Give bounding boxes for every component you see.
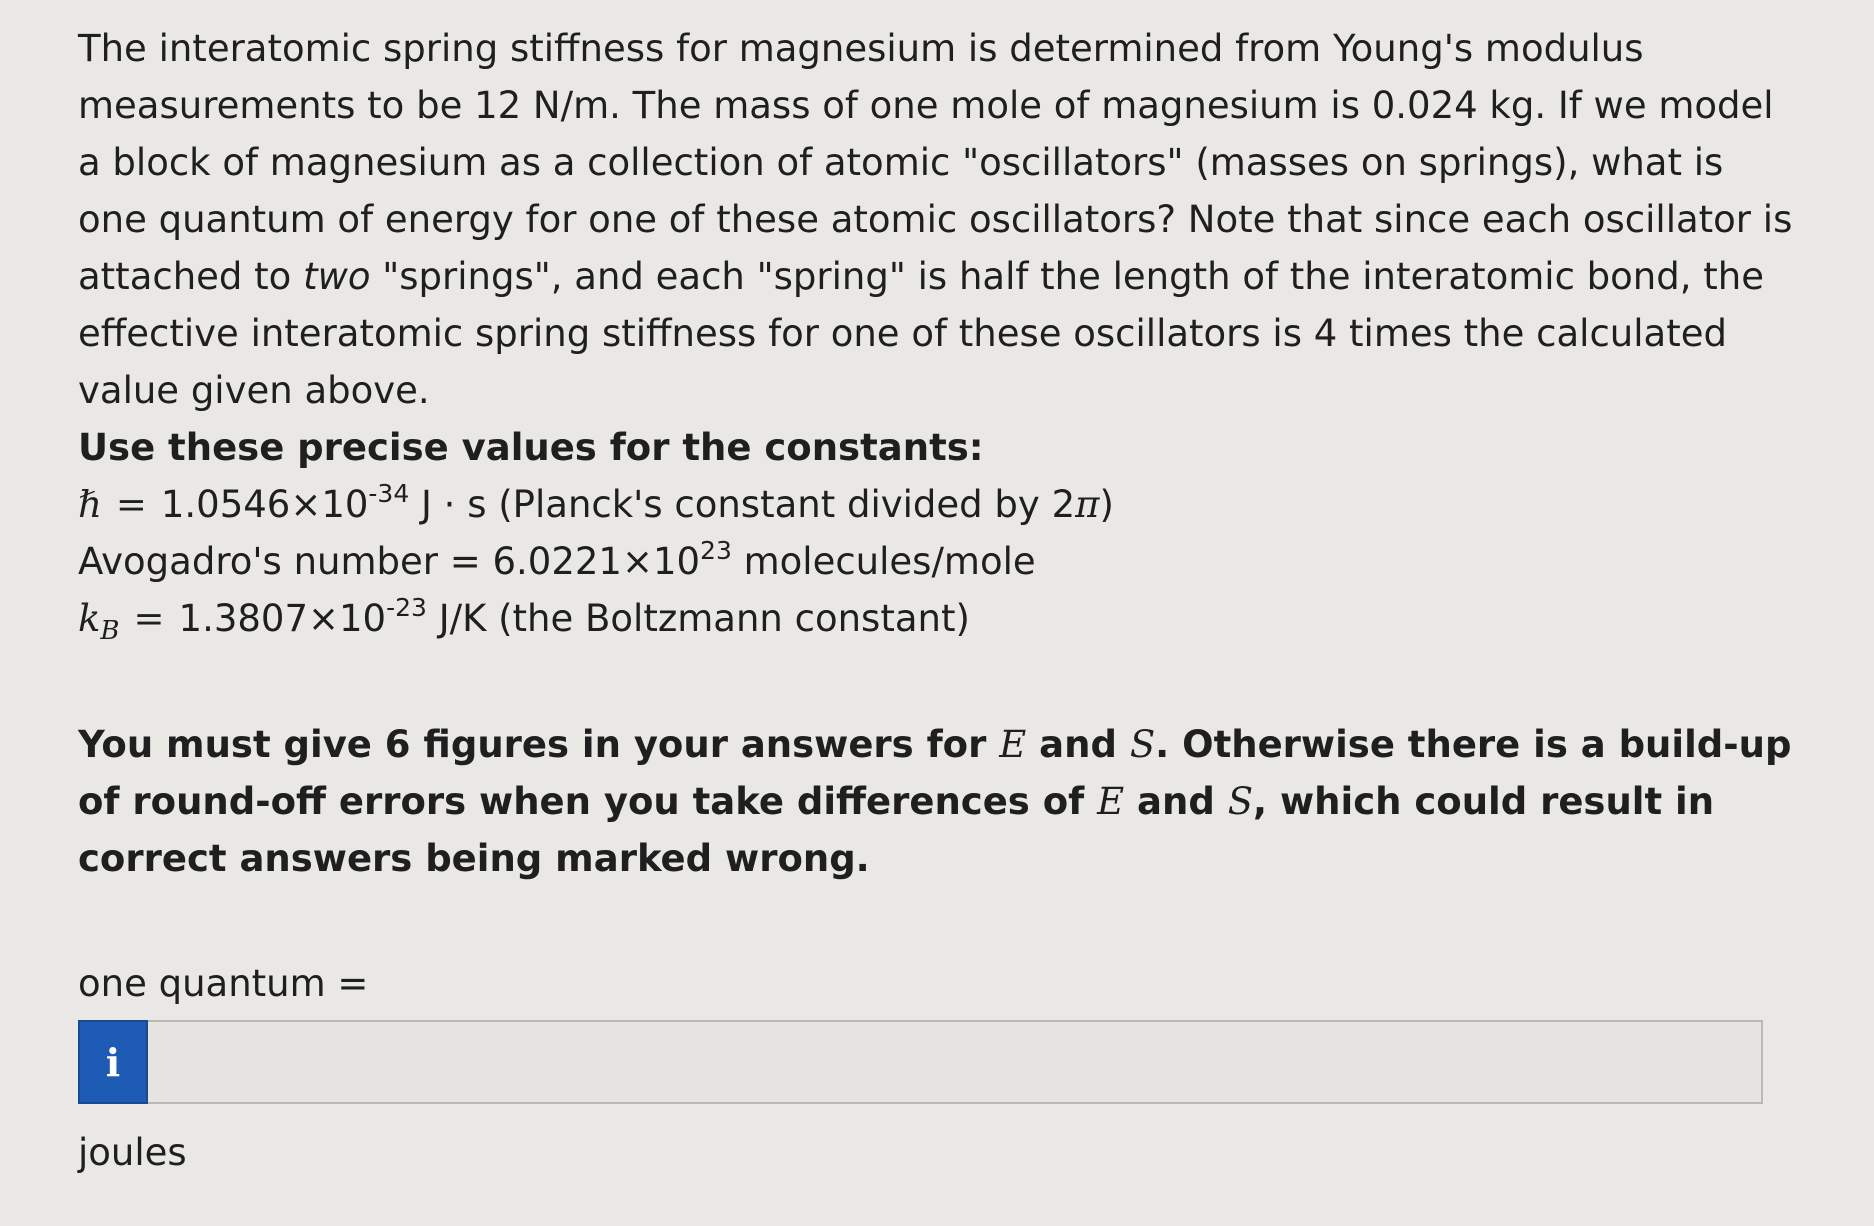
avogadro-description: molecules/mole [731,540,1036,583]
kb-description: J/K (the Boltzmann constant) [426,597,970,640]
boltzmann-constant [78,590,1798,660]
answer-field-row [78,1020,1763,1104]
avogadro-lead: Avogadro's number = 6.0221×10 [78,540,701,583]
warning-var-s-2: S [1227,780,1254,823]
hbar-mantissa: 1.0546×10 [160,483,369,526]
kb-subscript: B [100,616,120,646]
pi-symbol: π [1075,483,1100,526]
warning-var-e: E [999,723,1027,766]
hbar-symbol: ℏ [78,483,102,526]
warning-text-2: and [1026,723,1130,766]
problem-text-part1: The interatomic spring stiffness for magnesium is determined from Young's modulus measurements to be 12 N/m. The mass of one mole of magnesium is 0.024 kg. If we model a block of magnesium as a collection of atomic "oscillators" (masses on springs), what is one quantum of energy for one of these atomic oscillators? Note that since each oscillator is attached to [78,27,1793,298]
warning-text-5: , which could result in correct answers being marked wrong. [78,780,1715,880]
constants-heading: Use these precise values for the constants: [78,426,984,469]
kb-exponent: -23 [386,593,427,622]
kb-equals: = [133,597,165,640]
warning-text-1: You must give 6 figures in your answers for [78,723,1000,766]
problem-statement [78,20,1798,419]
significant-figures-warning [78,716,1798,887]
avogadro-exponent: 23 [700,536,732,565]
kb-mantissa: 1.3807×10 [178,597,387,640]
hbar-constant [78,476,1798,533]
info-icon[interactable]: i [78,1020,148,1104]
problem-text-part2: "springs", and each "spring" is half the length of the interatomic bond, the effective interatomic spring stiffness for one of these oscillators is 4 times the calculated value given above. [78,255,1764,412]
answer-label: one quantum = [78,962,369,1005]
unit-label: joules [78,1131,187,1174]
hbar-close: ) [1099,483,1114,526]
problem-text-emphasis: two [303,255,371,298]
quantum-answer-input[interactable] [148,1020,1763,1104]
hbar-exponent: -34 [368,479,410,508]
question-container [78,20,1798,1181]
hbar-equals: = [115,483,147,526]
warning-text-4: and [1124,780,1228,823]
hbar-description: J · s (Planck's constant divided by 2 [409,483,1076,526]
warning-var-s: S [1129,723,1156,766]
warning-text-3: . Otherwise there is a build-up of round-off errors when you take differences of [78,723,1792,823]
avogadro-constant [78,533,1798,590]
warning-var-e-2: E [1097,780,1125,823]
kb-symbol: k [78,597,101,640]
